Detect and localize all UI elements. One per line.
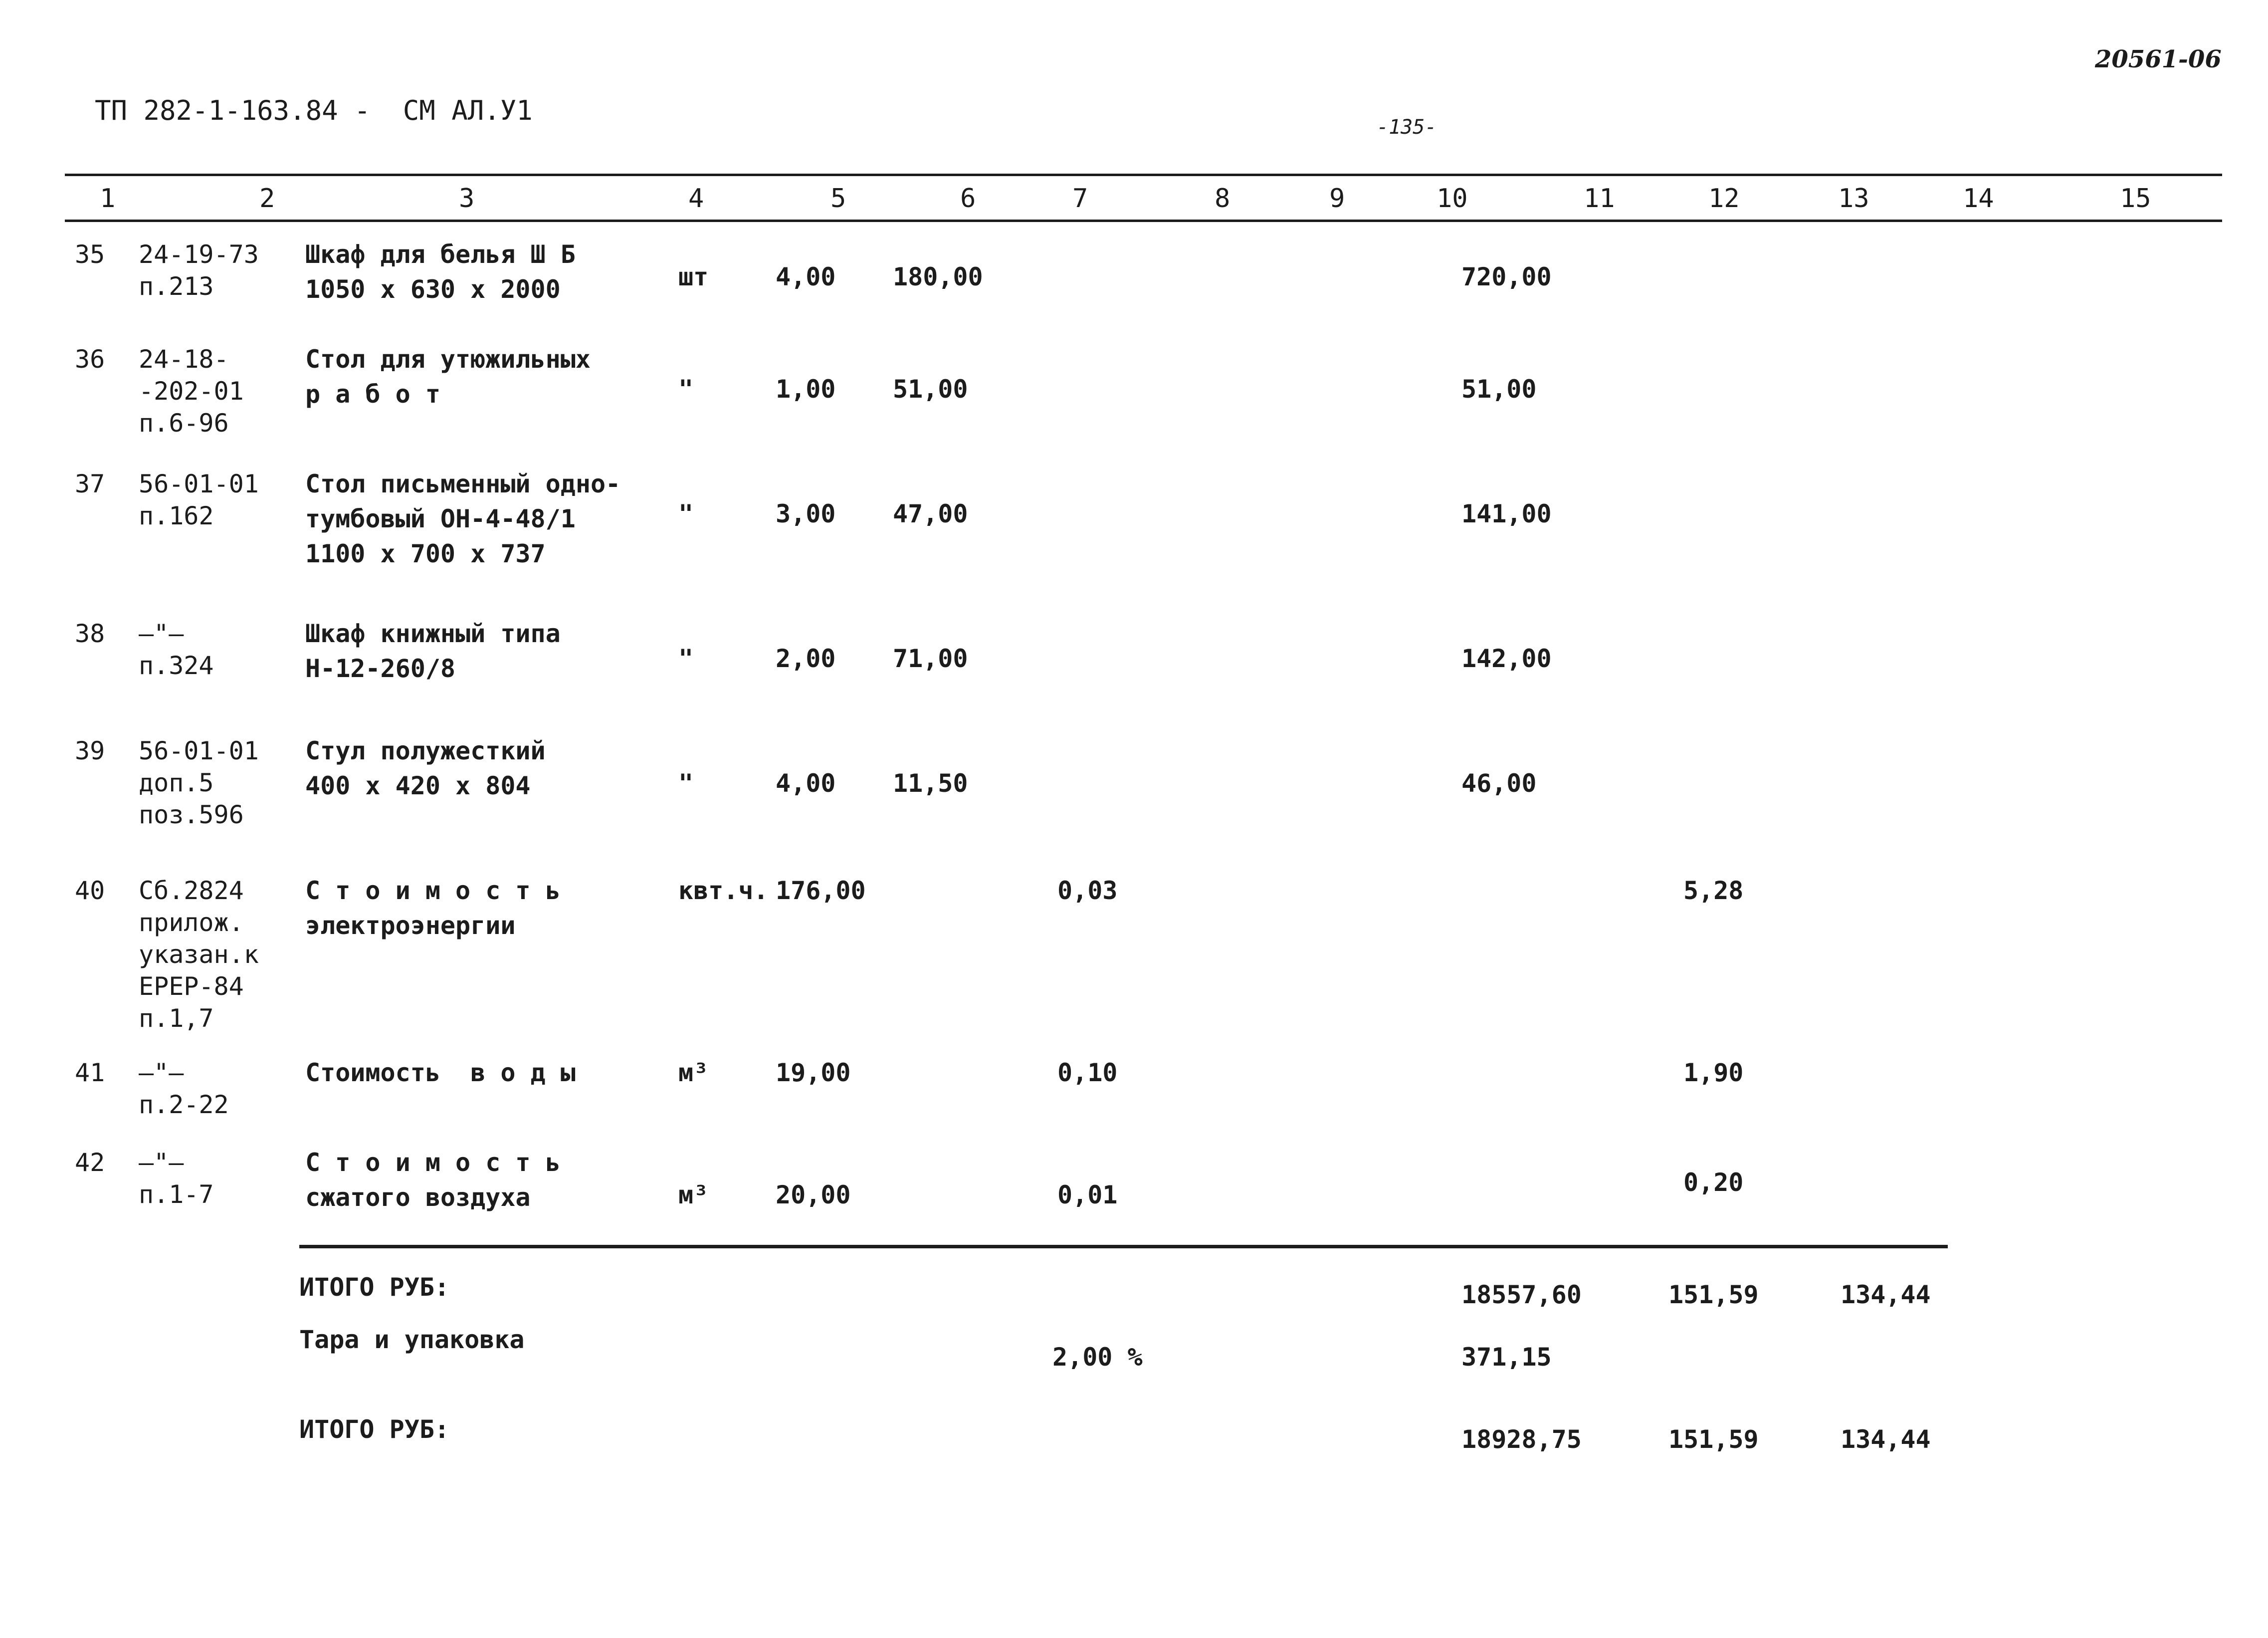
item-name: р а б о т bbox=[305, 380, 440, 409]
price-reference: п.324 bbox=[139, 651, 214, 680]
page-number: -135- bbox=[1377, 116, 1437, 139]
item-name: Стоимость в о д ы bbox=[305, 1058, 576, 1087]
row-number: 36 bbox=[75, 345, 105, 374]
total-label: Тара и упаковка bbox=[299, 1325, 525, 1354]
packaging-rate: 2,00 % bbox=[1052, 1343, 1143, 1372]
total-col-12: 151,59 bbox=[1668, 1280, 1759, 1309]
column-header-11: 11 bbox=[1584, 184, 1615, 214]
price-reference: указан.к bbox=[139, 940, 259, 969]
row-number: 35 bbox=[75, 240, 105, 269]
quantity: 19,00 bbox=[776, 1058, 851, 1087]
item-name: Шкаф для белья Ш Б bbox=[305, 240, 576, 269]
column-header-7: 7 bbox=[1072, 184, 1088, 214]
column-header-12: 12 bbox=[1708, 184, 1740, 214]
total-cost: 51,00 bbox=[1461, 375, 1537, 404]
unit-price: 71,00 bbox=[893, 644, 968, 673]
column-header-3: 3 bbox=[459, 184, 475, 214]
column-header-14: 14 bbox=[1963, 184, 1994, 214]
price-reference: п.213 bbox=[139, 272, 214, 301]
header-top-rule bbox=[65, 174, 2222, 176]
extra-cost: 0,20 bbox=[1683, 1168, 1744, 1197]
rate: 0,03 bbox=[1057, 876, 1118, 905]
column-header-9: 9 bbox=[1329, 184, 1345, 214]
unit: шт bbox=[678, 262, 709, 291]
quantity: 176,00 bbox=[776, 876, 866, 905]
row-number: 40 bbox=[75, 876, 105, 905]
row-number: 42 bbox=[75, 1148, 105, 1177]
total-cost: 142,00 bbox=[1461, 644, 1552, 673]
unit: " bbox=[678, 644, 694, 673]
total-label: ИТОГО РУБ: bbox=[299, 1415, 450, 1444]
quantity: 3,00 bbox=[776, 499, 836, 528]
price-reference: —"— bbox=[139, 619, 184, 648]
quantity: 20,00 bbox=[776, 1180, 851, 1209]
totals-rule bbox=[299, 1245, 1948, 1248]
item-name: Стол для утюжильных bbox=[305, 345, 591, 374]
extra-cost: 1,90 bbox=[1683, 1058, 1744, 1087]
item-name: электроэнергии bbox=[305, 911, 516, 940]
unit-price: 47,00 bbox=[893, 499, 968, 528]
item-name: сжатого воздуха bbox=[305, 1183, 531, 1212]
row-number: 37 bbox=[75, 469, 105, 498]
unit-price: 180,00 bbox=[893, 262, 983, 291]
item-name: 1050 х 630 х 2000 bbox=[305, 275, 561, 304]
rate: 0,10 bbox=[1057, 1058, 1118, 1087]
item-name: С т о и м о с т ь bbox=[305, 1148, 561, 1177]
item-name: Шкаф книжный типа bbox=[305, 619, 561, 648]
column-header-4: 4 bbox=[688, 184, 704, 214]
quantity: 4,00 bbox=[776, 769, 836, 798]
quantity: 1,00 bbox=[776, 375, 836, 404]
column-header-2: 2 bbox=[259, 184, 275, 214]
price-reference: -202-01 bbox=[139, 377, 244, 406]
item-name: Стол письменный одно- bbox=[305, 469, 621, 498]
price-reference: 24-19-73 bbox=[139, 240, 259, 269]
column-header-6: 6 bbox=[960, 184, 976, 214]
price-reference: п.1,7 bbox=[139, 1004, 214, 1033]
unit: м³ bbox=[678, 1058, 709, 1087]
item-name: тумбовый ОН-4-48/1 bbox=[305, 504, 576, 533]
total-cost: 371,15 bbox=[1461, 1343, 1552, 1372]
price-reference: п.6-96 bbox=[139, 409, 229, 438]
item-name: С т о и м о с т ь bbox=[305, 876, 561, 905]
rate: 0,01 bbox=[1057, 1180, 1118, 1209]
total-cost: 18928,75 bbox=[1461, 1425, 1582, 1454]
price-reference: 56-01-01 bbox=[139, 736, 259, 765]
price-reference: 24-18- bbox=[139, 345, 229, 374]
item-name: 400 х 420 х 804 bbox=[305, 771, 531, 800]
price-reference: поз.596 bbox=[139, 800, 244, 829]
column-header-10: 10 bbox=[1437, 184, 1468, 214]
unit: м³ bbox=[678, 1180, 709, 1209]
row-number: 39 bbox=[75, 736, 105, 765]
total-col-13: 134,44 bbox=[1841, 1280, 1931, 1309]
price-reference: п.1-7 bbox=[139, 1180, 214, 1209]
column-header-5: 5 bbox=[830, 184, 846, 214]
price-reference: —"— bbox=[139, 1148, 184, 1177]
unit: " bbox=[678, 375, 694, 404]
row-number: 38 bbox=[75, 619, 105, 648]
total-label: ИТОГО РУБ: bbox=[299, 1273, 450, 1302]
unit-price: 51,00 bbox=[893, 375, 968, 404]
column-header-13: 13 bbox=[1838, 184, 1869, 214]
total-cost: 141,00 bbox=[1461, 499, 1552, 528]
unit: квт.ч. bbox=[678, 876, 769, 905]
column-header-1: 1 bbox=[100, 184, 116, 214]
price-reference: п.2-22 bbox=[139, 1090, 229, 1119]
price-reference: 56-01-01 bbox=[139, 469, 259, 498]
price-reference: Сб.2824 bbox=[139, 876, 244, 905]
price-reference: прилож. bbox=[139, 908, 244, 937]
item-name: Стул полужесткий bbox=[305, 736, 546, 765]
column-header-15: 15 bbox=[2120, 184, 2151, 214]
unit: " bbox=[678, 769, 694, 798]
document-code: ТП 282-1-163.84 - СМ АЛ.У1 bbox=[95, 95, 533, 126]
quantity: 4,00 bbox=[776, 262, 836, 291]
extra-cost: 5,28 bbox=[1683, 876, 1744, 905]
total-col-12: 151,59 bbox=[1668, 1425, 1759, 1454]
quantity: 2,00 bbox=[776, 644, 836, 673]
total-cost: 720,00 bbox=[1461, 262, 1552, 291]
total-cost: 46,00 bbox=[1461, 769, 1537, 798]
unit-price: 11,50 bbox=[893, 769, 968, 798]
row-number: 41 bbox=[75, 1058, 105, 1087]
item-name: Н-12-260/8 bbox=[305, 654, 456, 683]
header-bottom-rule bbox=[65, 220, 2222, 222]
archive-stamp: 20561-06 bbox=[2095, 45, 2222, 73]
price-reference: ЕРЕР-84 bbox=[139, 972, 244, 1001]
price-reference: —"— bbox=[139, 1058, 184, 1087]
price-reference: доп.5 bbox=[139, 768, 214, 797]
total-col-13: 134,44 bbox=[1841, 1425, 1931, 1454]
price-reference: п.162 bbox=[139, 501, 214, 530]
unit: " bbox=[678, 499, 694, 528]
item-name: 1100 х 700 х 737 bbox=[305, 539, 546, 568]
total-cost: 18557,60 bbox=[1461, 1280, 1582, 1309]
column-header-8: 8 bbox=[1215, 184, 1231, 214]
